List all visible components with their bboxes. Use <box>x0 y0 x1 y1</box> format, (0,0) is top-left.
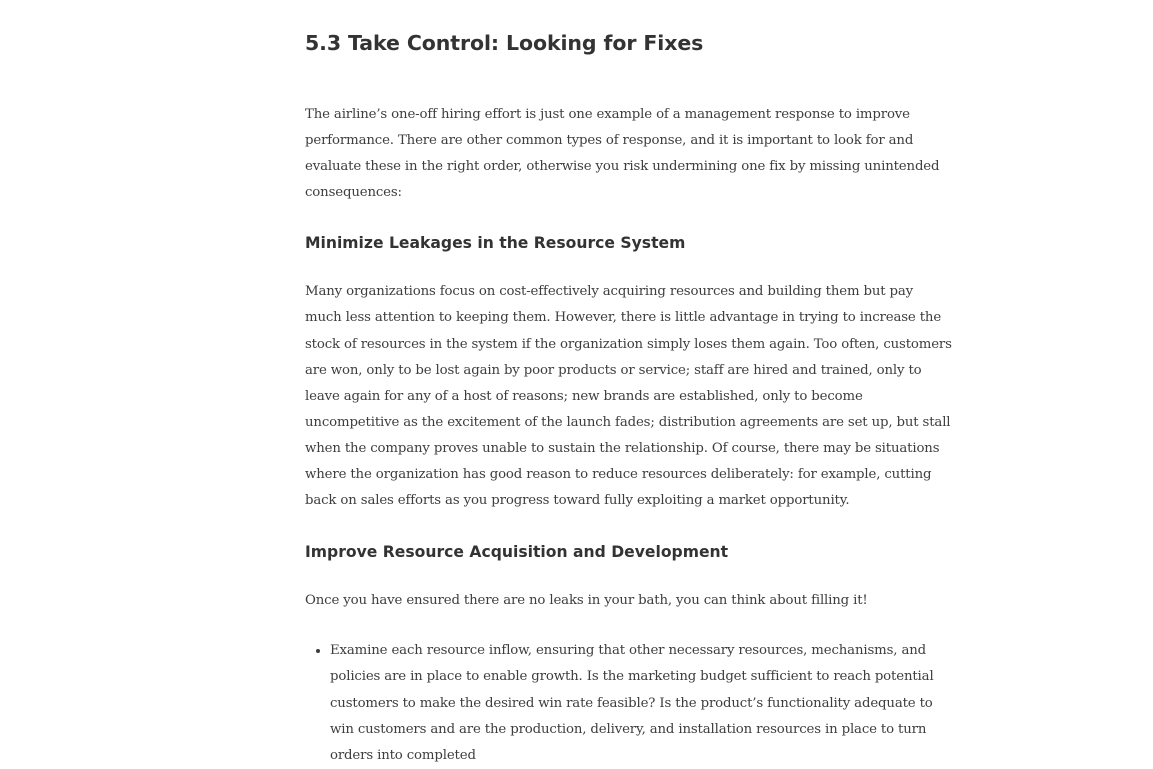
acquisition-paragraph: Once you have ensured there are no leaks in your bath, you can think about filling it! <box>305 593 868 609</box>
acquisition-bullet-list <box>305 638 953 768</box>
article-content <box>305 26 953 769</box>
intro-paragraph: The airline’s one-off hiring effort is just one example of a management response to improve performance. There are other common types of response, and it is important to look for and evaluate these in the right order, otherwise you risk undermining one fix by missing unintended consequences: <box>305 107 940 201</box>
leakages-paragraph: Many organizations focus on cost-effectively acquiring resources and building them but pay much less attention to keeping them. However, there is little advantage in trying to increase the stock of resources in the system if the organization simply loses them again. Too often, customers are won, only to be lost again by poor products or service; staff are hired and trained, only to leave again for any of a host of reasons; new brands are established, only to become uncompetitive as the excitement of the launch fades; distribution agreements are set up, but stall when the company proves unable to sustain the relationship. Of course, there may be situations where the organization has good reason to reduce resources deliberately: for example, cutting back on sales efforts as you progress toward fully exploiting a market opportunity. <box>305 284 952 509</box>
subsection-heading-leakages: Minimize Leakages in the Resource System <box>305 234 686 253</box>
subsection-heading-acquisition: Improve Resource Acquisition and Development <box>305 543 729 562</box>
list-item: • Examine each resource inflow, ensuring that other necessary resources, mechanisms, and policies are in place to enable growth. Is the marketing budget sufficient to reach potential customers to make the desired win rate feasible? Is the product’s functionality adequate to win customers and are the production, delivery, and installation resources in place to turn orders into completed <box>330 638 953 768</box>
section-title: 5.3 Take Control: Looking for Fixes <box>305 31 704 55</box>
